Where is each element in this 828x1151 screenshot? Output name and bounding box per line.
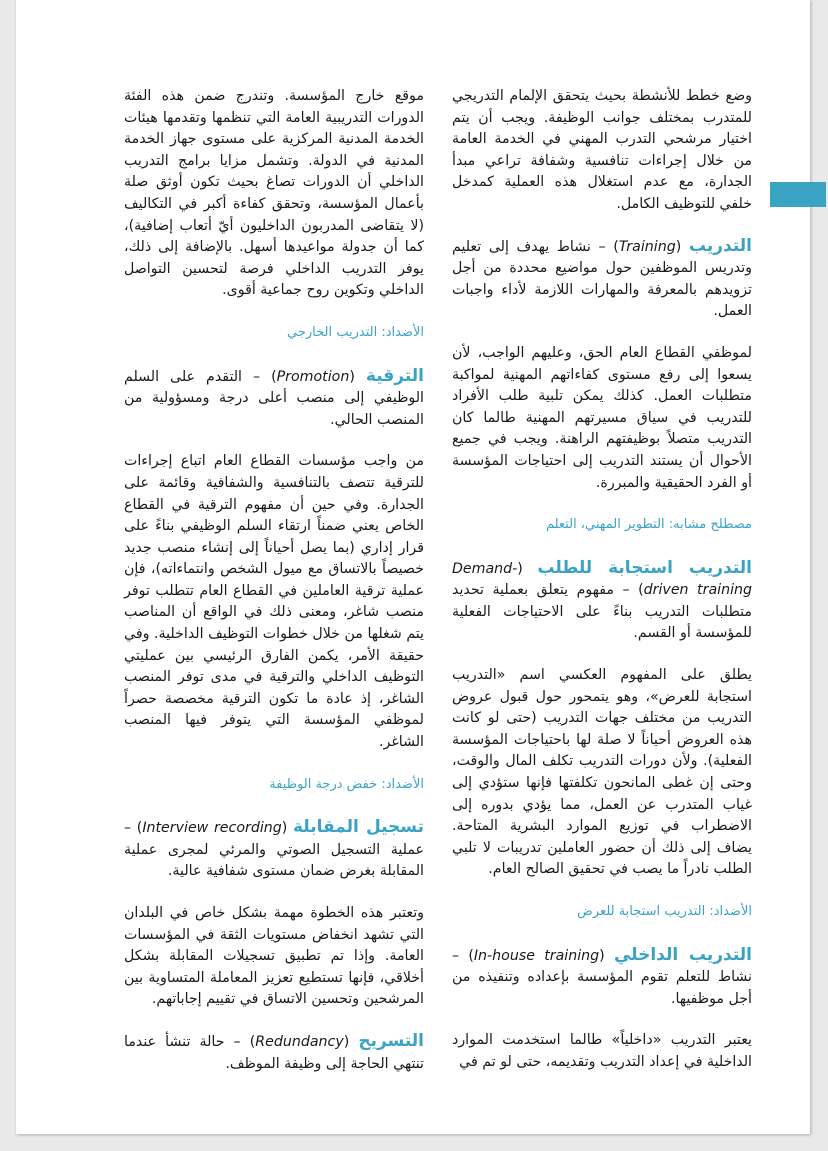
entry-demand-driven: التدريب استجابة للطلب (Demand-driven training) – مفهوم يتعلق بعملية تحديد متطلبات التدريب بناءً على الاحتياجات الفعلية للمؤسسة أو القسم.: [452, 557, 753, 642]
definition-promotion: – التقدم على السلم الوظيفي إلى منصب أعلى درجة ومسؤولية من المنصب الحالي.: [124, 368, 424, 428]
definition-training: – نشاط يهدف إلى تعليم وتدريس الموظفين حول مواضيع محددة من أجل تزويدهم بالمعرفة والمهارات اللازمة لأداء واجبات العمل.: [452, 238, 752, 320]
definition-demand-driven: – مفهوم يتعلق بعملية تحديد متطلبات التدريب بناءً على الاحتياجات الفعلية للمؤسسة أو القسم.: [452, 582, 752, 642]
term-promotion: الترقية: [365, 365, 424, 386]
in-house-antonym: الأضداد: التدريب الخارجي: [287, 324, 424, 340]
definition-in-house: – نشاط للتعلم تقوم المؤسسة بإعداده وتنفيذه من أجل موظفيها.: [452, 947, 752, 1007]
entry-in-house: التدريب الداخلي (In-house training) – نشاط للتعلم تقوم المؤسسة بإعداده وتنفيذه من أجل موظفيها.: [452, 944, 752, 1007]
entry-redundancy: التسريح (Redundancy) – حالة تنشأ عندما تنتهي الحاجة إلى وظيفة الموظف.: [124, 1030, 424, 1072]
english-demand-driven: Demand-driven training: [452, 560, 753, 599]
page-number: ١٢: [770, 176, 805, 209]
english-redundancy: Redundancy: [255, 1033, 344, 1050]
interview-recording-body: وتعتبر هذه الخطوة مهمة بشكل خاص في البلدان التي تشهد انخفاض مستويات الثقة في المؤسسات العامة. وإذا تم تطبيق تسجيلات المقابلة بشكل أخلاقي، فإنها تستطيع تعزيز المعاملة المتساوية بين المرشحين وتحسين الاتساق في تقييم إجاباتهم.: [124, 905, 424, 1008]
term-training: التدريب: [688, 235, 752, 256]
entry-training: التدريب (Training) – نشاط يهدف إلى تعليم وتدريس الموظفين حول مواضيع محددة من أجل تزويدهم بالمعرفة والمهارات اللازمة لأداء واجبات العمل.: [452, 235, 752, 320]
term-in-house: التدريب الداخلي: [613, 944, 752, 965]
promotion-antonym: الأضداد: خفض درجة الوظيفة: [269, 776, 424, 792]
in-house-body: يعتبر التدريب «داخلياً» طالما استخدمت الموارد الداخلية في إعداد التدريب وتقديمه، حتى لو تم في: [452, 1032, 752, 1070]
term-demand-driven: التدريب استجابة للطلب: [537, 557, 752, 578]
document-page: [16, 0, 810, 1134]
entry-promotion: الترقية (Promotion) – التقدم على السلم الوظيفي إلى منصب أعلى درجة ومسؤولية من المنصب الحالي.: [124, 365, 424, 428]
right-column: [452, 86, 752, 1094]
demand-driven-body: يطلق على المفهوم العكسي اسم «التدريب استجابة للعرض»، وهو يتمحور حول قبول عروض التدريب من مختلف جهات التدريب (حتى لو كانت هذه العروض أحياناً لا صلة لها باحتياجات المؤسسة الفعلية). ولأن دورات التدريب تكلف المال والوقت، وحتى إن غطى المانحون تكلفتها فإنها ستؤدي إلى غياب المتدرب عن العمل، مما يؤدي بدوره إلى الاضطراب في توزيع الموارد البشرية المتاحة. يضاف إلى ذلك أن حضور العاملين تدريبات لا تلبي الطلب نادراً ما يصب في تحقيق الصالح العام.: [452, 667, 752, 878]
left-column: [124, 86, 424, 1095]
term-redundancy: التسريح: [358, 1030, 424, 1051]
demand-driven-antonym: الأضداد: التدريب استجابة للعرض: [577, 904, 752, 919]
training-body: لموظفي القطاع العام الحق، وعليهم الواجب، لأن يسعوا إلى رفع مستوى كفاءاتهم المهنية لمواكبة متطلبات العمل. كذلك يمكن تلبية طلب الأفراد للتدريب في سياق مسيرتهم المهنية طالما كان التدريب متصلاً بوظيفتهم الراهنة. ويجب في جميع الأحوال أن يستند التدريب إلى احتياجات المؤسسة أو الفرد الحقيقية والمبررة.: [452, 344, 752, 491]
definition-interview-recording: – عملية التسجيل الصوتي والمرئي لمجرى عملية المقابلة بغرض ضمان مستوى شفافية عالية.: [124, 820, 424, 880]
entry-interview-recording: تسجيل المقابلة (Interview recording) – عملية التسجيل الصوتي والمرئي لمجرى عملية المقابلة بغرض ضمان مستوى شفافية عالية.: [124, 817, 424, 880]
english-training: Training: [618, 238, 676, 255]
english-in-house: In-house training: [473, 947, 600, 964]
english-promotion: Promotion: [276, 368, 350, 385]
in-house-continued: موقع خارج المؤسسة. وتندرج ضمن هذه الفئة الدورات التدريبية العامة التي تنظمها وتقدمها هيئات الخدمة المدنية المركزية على مستوى جهاز الخدمة المدنية في الدولة. وتشمل مزايا برامج التدريب الداخلي أن الدورات تصاغ بحيث تكون أوثق صلة بأعمال المؤسسة، وتحقق كفاءة أكبر في التكاليف (لا يتقاضى المدربون الداخليون أيّ أتعاب إضافية)، كما أن جدولة مواعيدها أسهل. بالإضافة إلى ذلك، يوفر التدريب الداخلي فرصة لتحسين التواصل الداخلي وتكوين روح جماعية أقوى.: [124, 88, 424, 299]
training-similar-terms: مصطلح مشابه: التطوير المهني، التعلم: [545, 517, 752, 533]
promotion-body: من واجب مؤسسات القطاع العام اتباع إجراءات للترقية تتصف بالتنافسية والشفافية وقائمة على الجدارة. وفي حين أن مفهوم الترقية في القطاع الخاص يعني ضمناً ارتقاء السلم الوظيفي بناءً على قرار إداري (بما يصل أحياناً إلى إنشاء منصب جديد خصيصاً بالاتساق مع ميول الشخص وانتماءاته)، فإن عملية ترقية العاملين في القطاع العام تتطلب توفر منصب شاغر، ومعنى ذلك في الواقع أن المناصب يتم شغلها من خلال خطوات التوظيف الداخلية. وفي حقيقة الأمر، يكمن الفارق الرئيسي بين عمليتي التوظيف الداخلي والترقية في مدى توفر المنصب الشاغر، إذ عادة ما تكون الترقية مخصصة حصراً لموظفي المؤسسة التي يتوفر فيها المنصب الشاغر.: [124, 453, 424, 751]
term-interview-recording: تسجيل المقابلة: [293, 817, 424, 838]
intro-paragraph: وضع خطط للأنشطة بحيث يتحقق الإلمام التدريجي للمتدرب بمختلف جوانب الوظيفة. ويجب أن يتم اختيار مرشحي التدرب المهني في الخدمة العامة من خلال إجراءات تنافسية وشفافة تراعي مبدأ الجدارة، مع عدم استغلال هذه العملية كمدخل خلفي للتوظيف الكامل.: [452, 88, 752, 212]
definition-redundancy: – حالة تنشأ عندما تنتهي الحاجة إلى وظيفة الموظف.: [124, 1033, 424, 1072]
english-interview-recording: Interview recording: [142, 820, 282, 837]
